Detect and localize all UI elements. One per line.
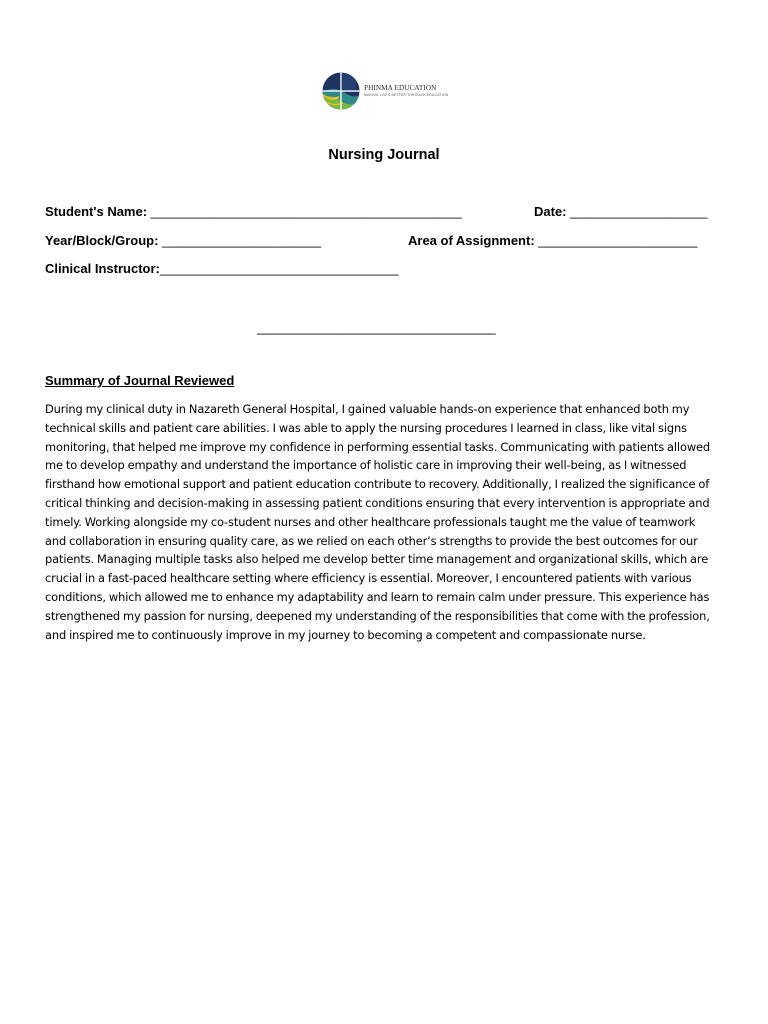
summary-line: and inspired me to continuously improve in my journey to becoming a competent and compassionate nurse. — [45, 627, 646, 642]
student-name-field — [45, 204, 462, 220]
summary-line: critical thinking and decision-making in assessing patient conditions ensuring that every intervention is appropriate and — [45, 495, 710, 510]
signature-line: _________________________________ — [257, 320, 496, 335]
logo-tagline: MAKING LIVES BETTER THROUGH EDUCATION — [364, 93, 449, 97]
clinical-instructor-blank: _________________________________ — [159, 261, 399, 276]
year-block-group-blank: ______________________ — [158, 233, 322, 248]
summary-line: During my clinical duty in Nazareth General Hospital, I gained valuable hands-on experience that enhanced both my — [45, 402, 690, 416]
clinical-instructor-field — [45, 261, 398, 277]
phinma-education-logo — [321, 71, 451, 111]
student-name-label: Student's Name: — [45, 204, 148, 219]
document-title: Nursing Journal — [328, 147, 440, 163]
summary-line: me to develop empathy and understand the importance of holistic care in improving their well-being, as I witnessed — [45, 458, 687, 473]
date-blank: ___________________ — [566, 204, 708, 219]
area-of-assignment-label: Area of Assignment: — [408, 233, 535, 248]
year-block-group-field — [45, 233, 321, 249]
summary-paragraph — [45, 400, 725, 644]
summary-heading: Summary of Journal Reviewed — [45, 373, 235, 388]
summary-line: firsthand how emotional support and patient education contribute to recovery. Additionally, I realized the significance of — [45, 477, 710, 492]
date-field — [534, 204, 708, 220]
summary-line: crucial in a fast-paced healthcare setting where efficiency is essential. Moreover, I encountered patients with various — [45, 571, 692, 586]
summary-line: and collaboration in ensuring quality care, as we relied on each other’s strengths to provide the best outcomes for our — [45, 533, 698, 548]
area-of-assignment-field — [408, 233, 697, 249]
logo-name: PHINMA EDUCATION — [364, 84, 437, 92]
summary-line: monitoring, that helped me improve my confidence in performing essential tasks. Communicating with patients allowed — [45, 439, 711, 454]
summary-line: technical skills and patient care abilities. I was able to apply the nursing procedures I learned in class, like vital signs — [45, 420, 687, 435]
date-label: Date: — [534, 204, 567, 219]
area-of-assignment-blank: ______________________ — [534, 233, 698, 248]
summary-line: conditions, which allowed me to enhance my adaptability and learn to remain calm under pressure. This experience has — [45, 589, 710, 604]
summary-line: timely. Working alongside my co-student nurses and other healthcare professionals taught me the value of teamwork — [45, 514, 696, 529]
clinical-instructor-label: Clinical Instructor: — [45, 261, 160, 276]
summary-line: patients. Managing multiple tasks also helped me develop better time management and organizational skills, which are — [45, 552, 709, 567]
phinma-globe-icon — [321, 71, 361, 111]
year-block-group-label: Year/Block/Group: — [45, 233, 159, 248]
summary-line: strengthened my passion for nursing, deepened my understanding of the responsibilities that come with the profession, — [45, 608, 710, 623]
student-name-blank: ___________________________________________ — [147, 204, 462, 219]
